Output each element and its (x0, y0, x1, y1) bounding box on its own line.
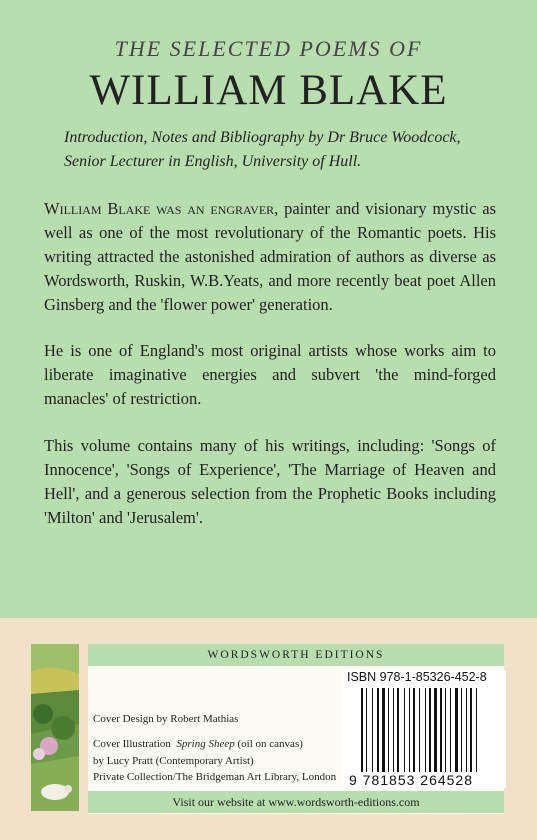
blurb-paragraph-1 (44, 197, 496, 317)
collection-credit: Private Collection/The Bridgeman Art Library, London (93, 771, 337, 783)
intro-line-1: Introduction, Notes and Bibliography by Dr Bruce Woodcock, (64, 129, 461, 146)
barcode-digits: 9 781853 264528 (349, 772, 473, 788)
illustration-title: Spring Sheep (176, 738, 235, 750)
illustration-suffix: (oil on canvas) (234, 738, 303, 750)
illustration-prefix: Cover Illustration (93, 738, 171, 750)
website-link[interactable]: Visit our website at www.wordsworth-editions.com (88, 791, 504, 813)
title-kicker: THE SELECTED POEMS OF (114, 36, 423, 61)
cover-illustration-credit (93, 738, 303, 750)
artist-credit: by Lucy Pratt (Contemporary Artist) (93, 755, 254, 767)
cover-illustration-thumbnail (31, 644, 79, 811)
intro-line-2: Senior Lecturer in English, University of Hull. (64, 153, 362, 170)
intro-credit (64, 126, 514, 174)
blurb-paragraph-3: This volume contains many of his writings, including: 'Songs of Innocence', 'Songs of Experience', 'The Marriage of Heaven and Hell', and a generous selection from the Prophetic Books including 'Milton' and 'Jerusalem'. (44, 436, 496, 527)
landscape-painting (31, 644, 79, 811)
cover-design-credit: Cover Design by Robert Mathias (93, 713, 239, 725)
blurb-paragraph-2: He is one of England's most original artists whose works aim to liberate imaginative energies and subvert 'the mind-forged manacles' of restriction. (44, 341, 496, 408)
isbn-number: ISBN 978-1-85326-452-8 (347, 670, 487, 684)
blurb-lead: William Blake was an engraver, (44, 199, 279, 218)
blurb-p1-text: painter and visionary mystic as well as one of the most revolutionary of the Romantic poets. His writing attracted the astonished admiration of authors as diverse as Wordsworth, Ruskin, W.B.Yeats, and more recently beat poet Allen Ginsberg and the 'flower power' generation. (44, 199, 496, 314)
book-title: WILLIAM BLAKE (89, 67, 448, 114)
publisher-name: WORDSWORTH EDITIONS (88, 644, 504, 666)
barcode-icon (361, 688, 501, 772)
